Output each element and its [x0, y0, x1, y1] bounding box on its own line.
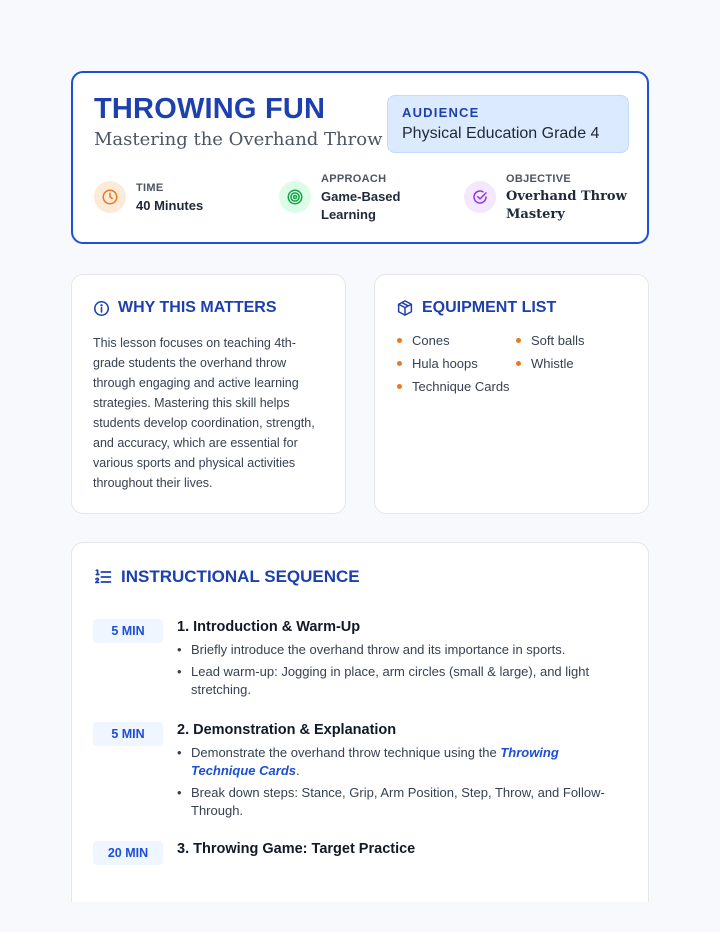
meta-objective-label: OBJECTIVE: [506, 173, 572, 185]
why-line: and accuracy, which are essential for: [93, 436, 298, 450]
list-item: • Break down steps: Stance, Grip, Arm Position, Step, Throw, and Follow-Through.: [177, 784, 613, 820]
why-line: grade students the overhand throw: [93, 356, 287, 370]
why-card: [71, 274, 346, 514]
sequence-heading: [93, 567, 360, 587]
why-title: WHY THIS MATTERS: [118, 299, 277, 316]
meta-approach-label: APPROACH: [321, 173, 387, 185]
why-line: through engaging and active learning: [93, 376, 299, 390]
list-item: Technique Cards: [397, 379, 516, 394]
meta-objective-value-line2: Mastery: [506, 207, 565, 222]
duration-badge: 5 MIN: [93, 722, 163, 746]
equipment-title: EQUIPMENT LIST: [422, 299, 557, 316]
lesson-title: THROWING FUN: [94, 93, 326, 125]
box-icon: [396, 299, 414, 317]
meta-objective: [464, 173, 627, 224]
meta-approach-value-line1: Game-Based: [321, 189, 401, 204]
lesson-subtitle: Mastering the Overhand Throw: [94, 129, 383, 150]
meta-approach: [279, 173, 400, 224]
duration-badge: 20 MIN: [93, 841, 163, 865]
why-line: This lesson focuses on teaching 4th-: [93, 336, 296, 350]
audience-label: AUDIENCE: [402, 105, 480, 120]
why-line: various sports and physical activities: [93, 456, 296, 470]
meta-time: [94, 173, 203, 215]
equipment-heading: [396, 299, 556, 317]
technique-cards-reference: Throwing Technique Cards: [191, 745, 559, 778]
step-bullets: [177, 641, 613, 703]
meta-time-value: 40 Minutes: [136, 198, 204, 213]
list-item: Soft balls: [516, 333, 635, 348]
sequence-title: INSTRUCTIONAL SEQUENCE: [121, 567, 360, 586]
list-item: • Briefly introduce the overhand throw and its importance in sports.: [177, 641, 613, 659]
list-item: Cones: [397, 333, 516, 348]
equipment-card: [374, 274, 649, 514]
why-heading: [93, 299, 277, 317]
check-circle-icon: [464, 181, 496, 213]
why-line: strategies. Mastering this skill helps: [93, 396, 290, 410]
meta-approach-value-line2: Learning: [321, 207, 376, 222]
duration-badge: 5 MIN: [93, 619, 163, 643]
list-item: Whistle: [516, 356, 635, 371]
list-item: • Demonstrate the overhand throw technique using the Throwing Technique Cards.: [177, 744, 613, 780]
step-bullets: [177, 744, 613, 824]
why-text: [93, 333, 323, 493]
target-icon: [279, 181, 311, 213]
lesson-header-card: [71, 71, 649, 244]
clock-icon: [94, 181, 126, 213]
sequence-card: [71, 542, 649, 902]
step-title: 3. Throwing Game: Target Practice: [177, 841, 416, 857]
why-line: students develop coordination, strength,: [93, 416, 315, 430]
list-item: Hula hoops: [397, 356, 516, 371]
equipment-list: [397, 333, 637, 394]
meta-objective-value-line1: Overhand Throw: [506, 189, 627, 204]
info-icon: [93, 300, 110, 317]
numbered-list-icon: [93, 567, 113, 587]
step-title: 1. Introduction & Warm-Up: [177, 619, 361, 635]
why-line: throughout their lives.: [93, 476, 213, 490]
meta-time-label: TIME: [136, 182, 164, 194]
audience-value: Physical Education Grade 4: [402, 125, 600, 142]
list-item: • Lead warm-up: Jogging in place, arm circles (small & large), and light stretching.: [177, 663, 613, 699]
step-title: 2. Demonstration & Explanation: [177, 722, 397, 738]
audience-box: [387, 95, 629, 153]
